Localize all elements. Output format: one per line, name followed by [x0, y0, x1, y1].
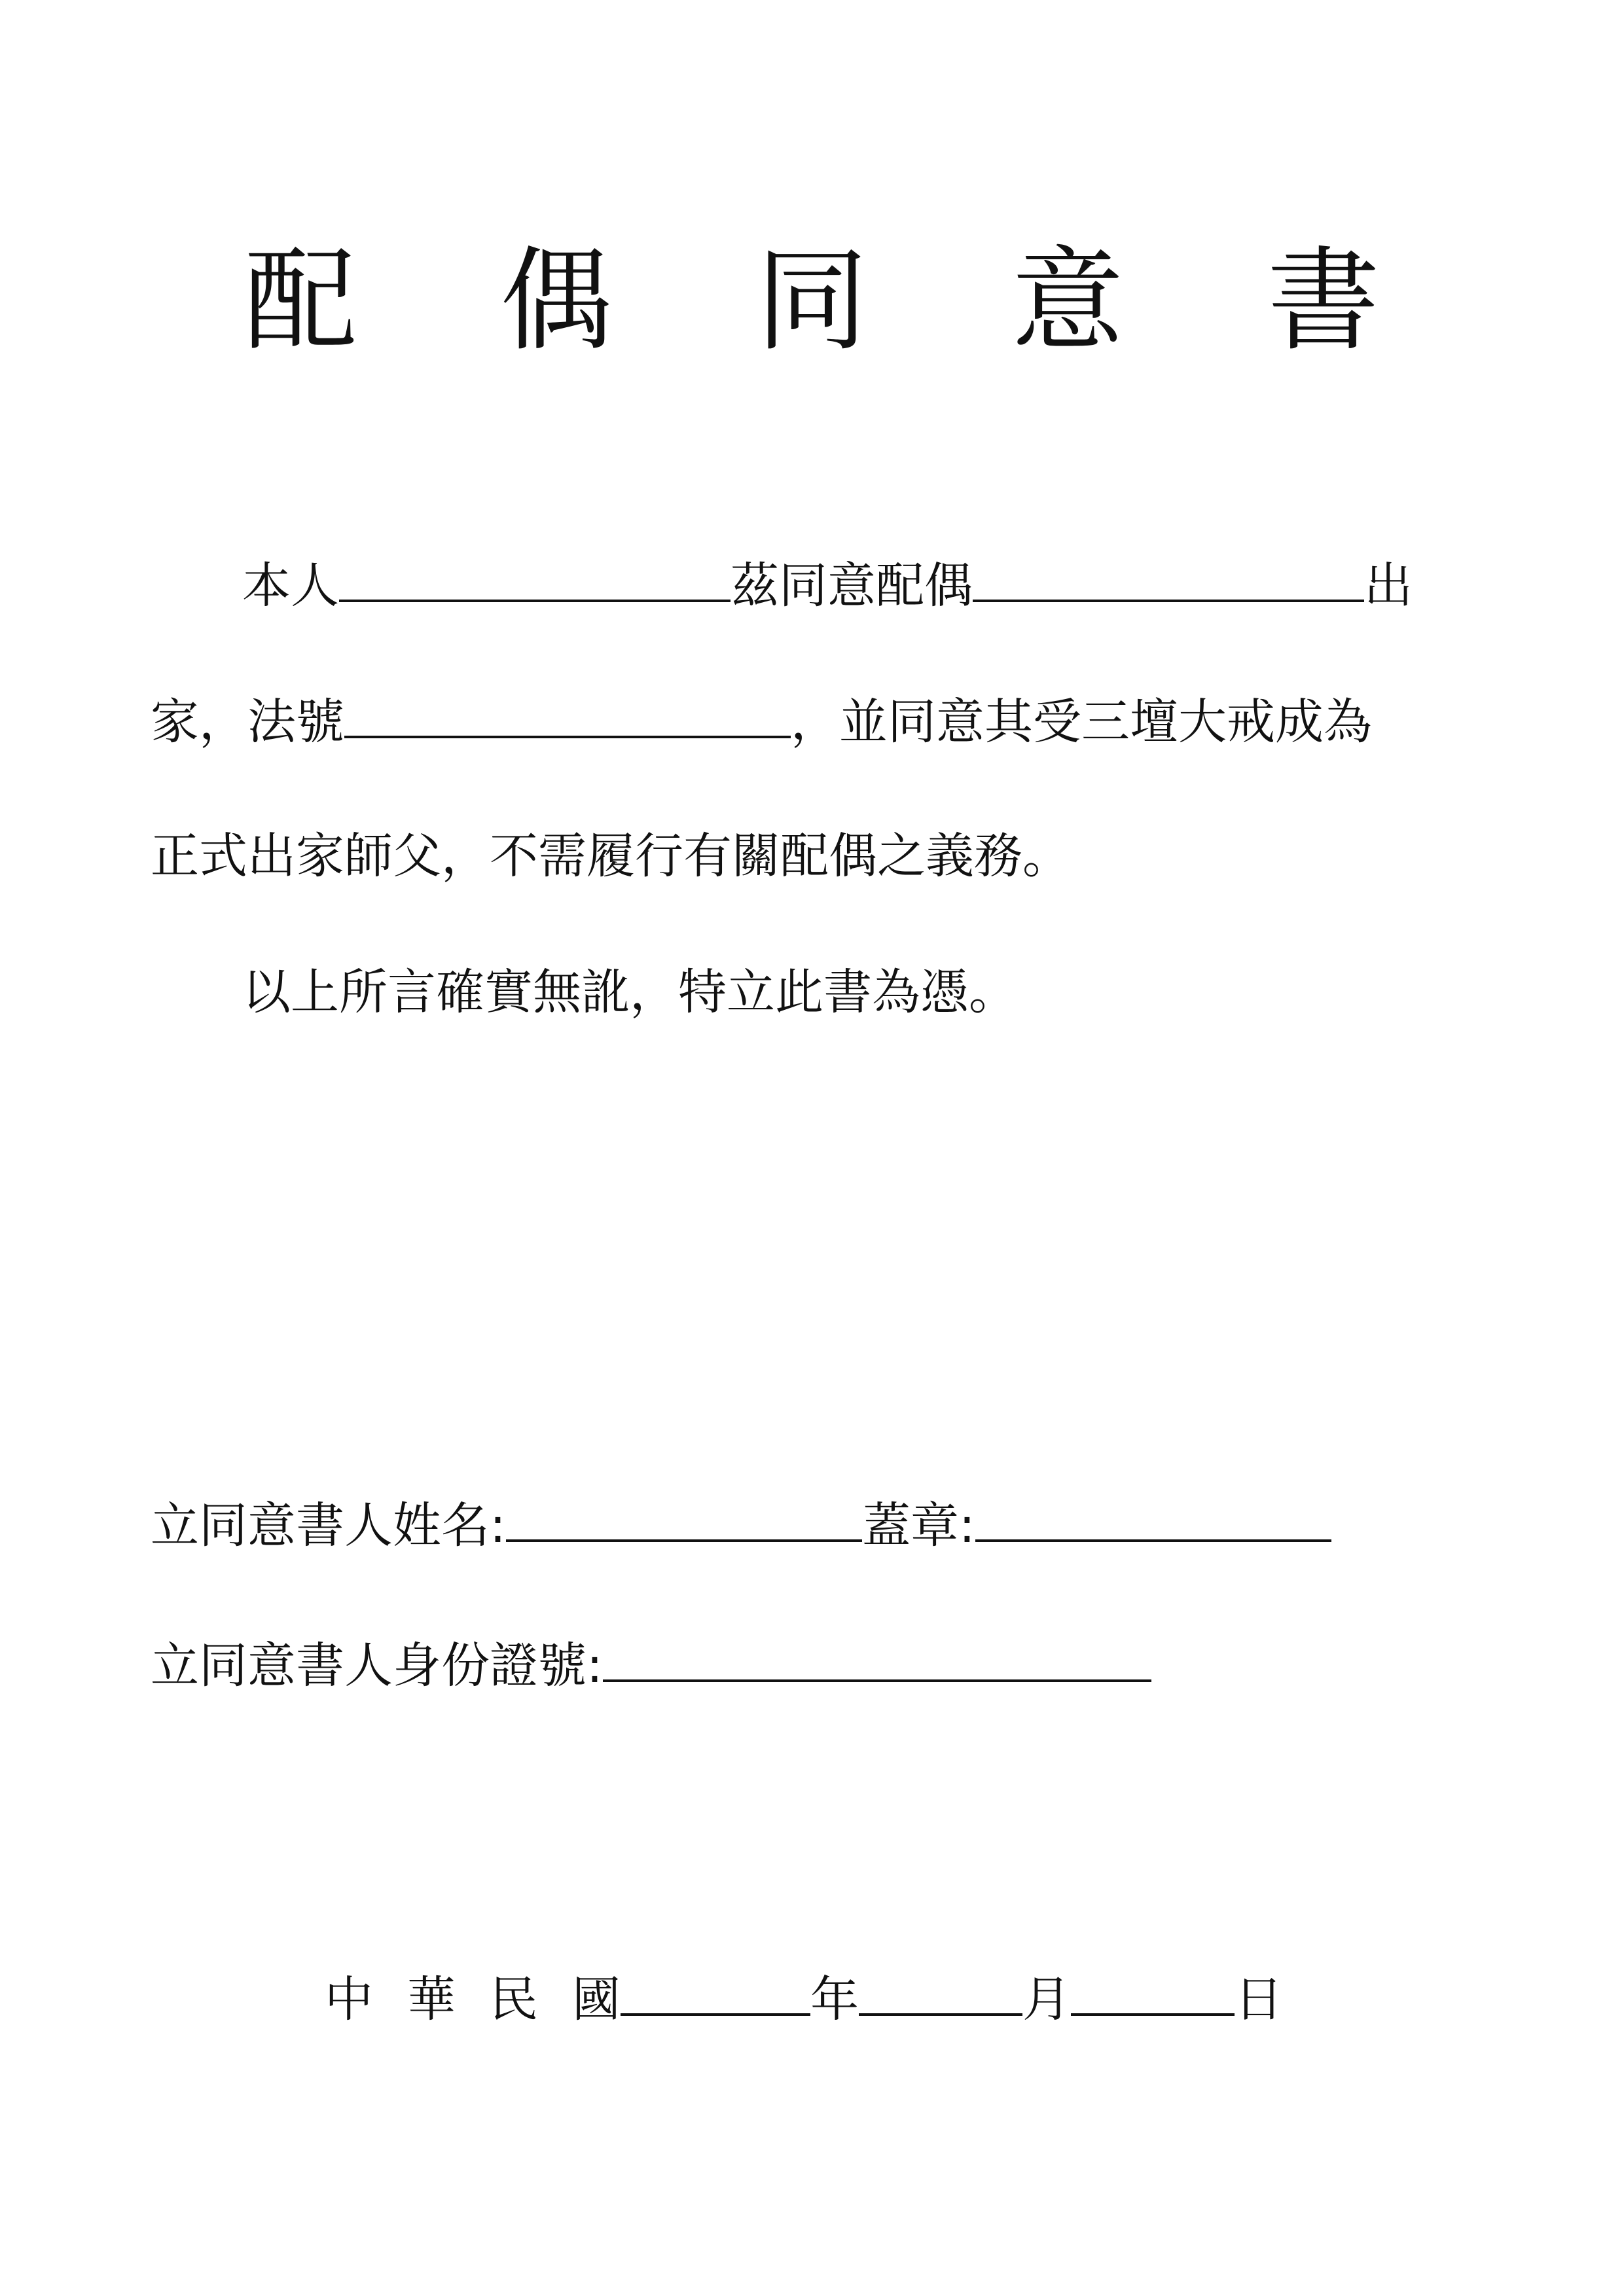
signer-id-label: 立同意書人身份證號:	[151, 1638, 603, 1694]
date-row	[325, 1964, 1283, 2029]
page-title: 配 偶 同 意 書	[244, 235, 1434, 367]
dharma-name-label: 家，法號	[151, 694, 344, 750]
signer-name-row	[151, 1490, 1331, 1555]
signer-id-blank[interactable]	[603, 1630, 1151, 1682]
signer-id-row	[151, 1630, 1151, 1695]
month-blank[interactable]	[859, 1964, 1022, 2016]
seal-label: 蓋章:	[861, 1498, 975, 1554]
precepts-text: ，並同意其受三壇大戒成為	[791, 694, 1372, 750]
dharma-name-blank[interactable]	[344, 686, 791, 738]
body-line-3: 正式出家師父，不需履行有關配偶之義務。	[151, 828, 1071, 884]
day-blank[interactable]	[1071, 1964, 1235, 2016]
year-blank[interactable]	[621, 1964, 810, 2016]
body-line-4: 以上所言確實無訛，特立此書為憑。	[242, 964, 1017, 1020]
consent-prefix-text: 本人	[242, 558, 339, 614]
month-label: 月	[1022, 1971, 1071, 2028]
body-line-2	[151, 686, 1372, 751]
year-label: 年	[810, 1971, 859, 2028]
seal-blank[interactable]	[975, 1490, 1331, 1542]
day-label: 日	[1235, 1971, 1283, 2028]
era-label: 中華民國	[325, 1971, 655, 2028]
signer-name-blank[interactable]	[506, 1490, 862, 1542]
ordain-text-part-1: 出	[1364, 558, 1413, 614]
signer-name-label: 立同意書人姓名:	[151, 1498, 506, 1554]
spouse-name-blank[interactable]	[973, 550, 1364, 602]
self-name-blank[interactable]	[339, 550, 731, 602]
body-line-1	[242, 550, 1413, 615]
consent-spouse-text: 茲同意配偶	[731, 558, 973, 614]
